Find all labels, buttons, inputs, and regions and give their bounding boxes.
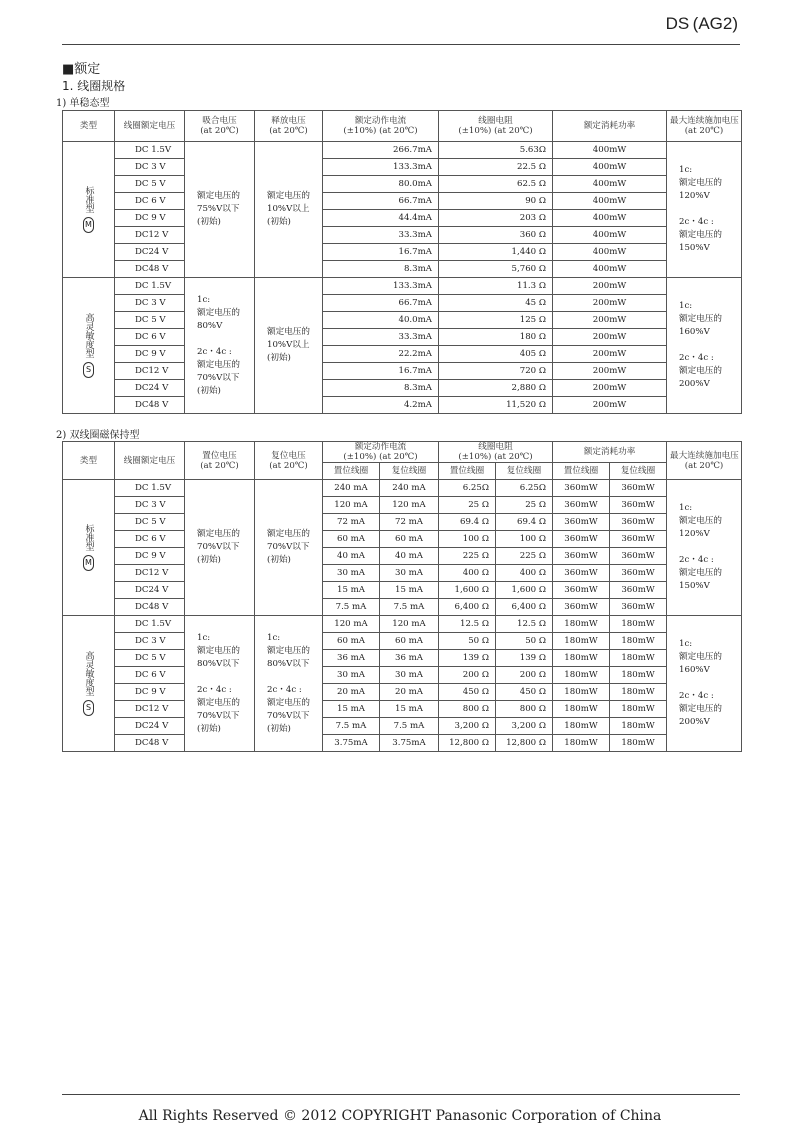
pickup-voltage-note: 额定电压的 75%V以下 (初始) bbox=[185, 142, 255, 278]
reset-power-cell: 180mW bbox=[610, 667, 667, 684]
header-dropout: 释放电压 (at 20℃) bbox=[255, 111, 323, 142]
max-voltage-note: 1c: 额定电压的 120%V 2c・4c : 额定电压的 150%V bbox=[667, 480, 742, 616]
coil-resistance-cell: 62.5 Ω bbox=[439, 176, 553, 193]
reset-power-cell: 360mW bbox=[610, 548, 667, 565]
rated-power-cell: 400mW bbox=[553, 142, 667, 159]
rated-current-cell: 33.3mA bbox=[323, 329, 439, 346]
set-resistance-cell: 12,800 Ω bbox=[439, 735, 496, 752]
pickup-voltage-note: 1c: 额定电压的 80%V 2c・4c : 额定电压的 70%V以下 (初始) bbox=[185, 278, 255, 414]
reset-resistance-cell: 6,400 Ω bbox=[496, 599, 553, 616]
coil-resistance-cell: 11,520 Ω bbox=[439, 397, 553, 414]
set-power-cell: 180mW bbox=[553, 684, 610, 701]
set-resistance-cell: 225 Ω bbox=[439, 548, 496, 565]
table-row bbox=[63, 295, 742, 312]
rated-current-cell: 4.2mA bbox=[323, 397, 439, 414]
set-power-cell: 360mW bbox=[553, 531, 610, 548]
set-resistance-cell: 800 Ω bbox=[439, 701, 496, 718]
header-coil-voltage: 线圈额定电压 bbox=[115, 442, 185, 480]
set-power-cell: 180mW bbox=[553, 718, 610, 735]
header-reset-coil: 复位线圈 bbox=[496, 463, 553, 480]
coil-voltage-cell: DC 3 V bbox=[115, 159, 185, 176]
coil-voltage-cell: DC 1.5V bbox=[115, 142, 185, 159]
reset-current-cell: 30 mA bbox=[380, 565, 439, 582]
rated-power-cell: 400mW bbox=[553, 244, 667, 261]
coil-voltage-cell: DC24 V bbox=[115, 244, 185, 261]
table-row bbox=[63, 261, 742, 278]
set-resistance-cell: 3,200 Ω bbox=[439, 718, 496, 735]
table-row bbox=[63, 565, 742, 582]
header-resistance: 线圈电阻 (±10%) (at 20℃) bbox=[439, 111, 553, 142]
set-current-cell: 60 mA bbox=[323, 633, 380, 650]
reset-power-cell: 180mW bbox=[610, 701, 667, 718]
coil-resistance-cell: 22.5 Ω bbox=[439, 159, 553, 176]
rated-power-cell: 400mW bbox=[553, 261, 667, 278]
set-power-cell: 180mW bbox=[553, 667, 610, 684]
header-current: 额定动作电流 (±10%) (at 20℃) bbox=[323, 442, 439, 463]
reset-resistance-cell: 800 Ω bbox=[496, 701, 553, 718]
reset-resistance-cell: 25 Ω bbox=[496, 497, 553, 514]
set-current-cell: 30 mA bbox=[323, 667, 380, 684]
reset-resistance-cell: 400 Ω bbox=[496, 565, 553, 582]
reset-current-cell: 7.5 mA bbox=[380, 718, 439, 735]
table-row bbox=[63, 329, 742, 346]
type-cell bbox=[63, 142, 115, 278]
header-set-voltage: 置位电压 (at 20℃) bbox=[185, 442, 255, 480]
coil-voltage-cell: DC 9 V bbox=[115, 210, 185, 227]
table-row bbox=[63, 599, 742, 616]
footer-divider bbox=[62, 1094, 740, 1095]
reset-current-cell: 15 mA bbox=[380, 582, 439, 599]
coil-voltage-cell: DC 9 V bbox=[115, 684, 185, 701]
set-power-cell: 360mW bbox=[553, 582, 610, 599]
set-power-cell: 180mW bbox=[553, 701, 610, 718]
reset-power-cell: 360mW bbox=[610, 565, 667, 582]
coil-voltage-cell: DC 1.5V bbox=[115, 278, 185, 295]
set-current-cell: 120 mA bbox=[323, 616, 380, 633]
set-current-cell: 20 mA bbox=[323, 684, 380, 701]
dropout-voltage-note: 额定电压的 10%V以上 (初始) bbox=[255, 142, 323, 278]
reset-resistance-cell: 3,200 Ω bbox=[496, 718, 553, 735]
reset-current-cell: 60 mA bbox=[380, 633, 439, 650]
rated-current-cell: 16.7mA bbox=[323, 244, 439, 261]
header-type: 类型 bbox=[63, 111, 115, 142]
set-current-cell: 120 mA bbox=[323, 497, 380, 514]
table-row bbox=[63, 684, 742, 701]
coil-voltage-cell: DC12 V bbox=[115, 363, 185, 380]
type-badge: S bbox=[83, 700, 94, 716]
reset-current-cell: 15 mA bbox=[380, 701, 439, 718]
rated-power-cell: 200mW bbox=[553, 312, 667, 329]
set-resistance-cell: 6,400 Ω bbox=[439, 599, 496, 616]
table-row bbox=[63, 346, 742, 363]
header-power: 额定消耗功率 bbox=[553, 442, 667, 463]
reset-power-cell: 180mW bbox=[610, 718, 667, 735]
set-current-cell: 7.5 mA bbox=[323, 599, 380, 616]
type-label: 高灵敏度型 bbox=[83, 313, 94, 358]
rated-current-cell: 133.3mA bbox=[323, 278, 439, 295]
table-row bbox=[63, 616, 742, 633]
header-coil-voltage: 线圈额定电压 bbox=[115, 111, 185, 142]
type-badge: S bbox=[83, 362, 94, 378]
rated-current-cell: 16.7mA bbox=[323, 363, 439, 380]
header-divider bbox=[62, 44, 740, 45]
set-power-cell: 360mW bbox=[553, 480, 610, 497]
reset-resistance-cell: 6.25Ω bbox=[496, 480, 553, 497]
table-row bbox=[63, 480, 742, 497]
set-power-cell: 360mW bbox=[553, 548, 610, 565]
rated-power-cell: 200mW bbox=[553, 278, 667, 295]
reset-current-cell: 240 mA bbox=[380, 480, 439, 497]
reset-resistance-cell: 1,600 Ω bbox=[496, 582, 553, 599]
coil-voltage-cell: DC 1.5V bbox=[115, 480, 185, 497]
set-resistance-cell: 50 Ω bbox=[439, 633, 496, 650]
rated-power-cell: 400mW bbox=[553, 193, 667, 210]
monostable-coil-table bbox=[62, 110, 742, 414]
table-row bbox=[63, 210, 742, 227]
coil-resistance-cell: 2,880 Ω bbox=[439, 380, 553, 397]
set-current-cell: 30 mA bbox=[323, 565, 380, 582]
header-reset-voltage: 复位电压 (at 20℃) bbox=[255, 442, 323, 480]
reset-power-cell: 180mW bbox=[610, 650, 667, 667]
reset-current-cell: 7.5 mA bbox=[380, 599, 439, 616]
coil-voltage-cell: DC 3 V bbox=[115, 497, 185, 514]
coil-voltage-cell: DC48 V bbox=[115, 261, 185, 278]
reset-resistance-cell: 200 Ω bbox=[496, 667, 553, 684]
table-row bbox=[63, 193, 742, 210]
set-current-cell: 3.75mA bbox=[323, 735, 380, 752]
set-resistance-cell: 6.25Ω bbox=[439, 480, 496, 497]
set-current-cell: 60 mA bbox=[323, 531, 380, 548]
table-row bbox=[63, 244, 742, 261]
reset-current-cell: 20 mA bbox=[380, 684, 439, 701]
reset-resistance-cell: 225 Ω bbox=[496, 548, 553, 565]
header-type: 类型 bbox=[63, 442, 115, 480]
type-badge: M bbox=[83, 555, 94, 571]
header-power: 额定消耗功率 bbox=[553, 111, 667, 142]
table-row bbox=[63, 548, 742, 565]
table-row bbox=[63, 718, 742, 735]
table-row bbox=[63, 667, 742, 684]
rated-power-cell: 400mW bbox=[553, 176, 667, 193]
rated-power-cell: 200mW bbox=[553, 363, 667, 380]
set-resistance-cell: 25 Ω bbox=[439, 497, 496, 514]
table-row bbox=[63, 227, 742, 244]
reset-power-cell: 360mW bbox=[610, 514, 667, 531]
coil-voltage-cell: DC 5 V bbox=[115, 650, 185, 667]
section-title: ■额定 bbox=[62, 62, 101, 77]
set-power-cell: 180mW bbox=[553, 735, 610, 752]
reset-voltage-note: 1c: 额定电压的 80%V以下 2c・4c : 额定电压的 70%V以下 (初始) bbox=[255, 616, 323, 752]
table-row bbox=[63, 701, 742, 718]
rated-current-cell: 80.0mA bbox=[323, 176, 439, 193]
rated-current-cell: 66.7mA bbox=[323, 193, 439, 210]
rated-current-cell: 133.3mA bbox=[323, 159, 439, 176]
reset-current-cell: 60 mA bbox=[380, 531, 439, 548]
set-power-cell: 360mW bbox=[553, 565, 610, 582]
table-row bbox=[63, 633, 742, 650]
rated-power-cell: 200mW bbox=[553, 380, 667, 397]
coil-voltage-cell: DC12 V bbox=[115, 565, 185, 582]
reset-power-cell: 180mW bbox=[610, 616, 667, 633]
coil-resistance-cell: 125 Ω bbox=[439, 312, 553, 329]
table1-caption: 1) 单稳态型 bbox=[56, 98, 110, 109]
coil-resistance-cell: 5,760 Ω bbox=[439, 261, 553, 278]
reset-power-cell: 360mW bbox=[610, 531, 667, 548]
coil-voltage-cell: DC12 V bbox=[115, 227, 185, 244]
reset-power-cell: 180mW bbox=[610, 633, 667, 650]
coil-voltage-cell: DC24 V bbox=[115, 380, 185, 397]
set-power-cell: 180mW bbox=[553, 616, 610, 633]
set-power-cell: 360mW bbox=[553, 514, 610, 531]
set-power-cell: 180mW bbox=[553, 650, 610, 667]
coil-voltage-cell: DC 6 V bbox=[115, 193, 185, 210]
table-row bbox=[63, 363, 742, 380]
coil-resistance-cell: 45 Ω bbox=[439, 295, 553, 312]
coil-voltage-cell: DC 9 V bbox=[115, 346, 185, 363]
reset-power-cell: 360mW bbox=[610, 582, 667, 599]
type-label: 标准型 bbox=[83, 186, 94, 213]
table-row bbox=[63, 650, 742, 667]
reset-power-cell: 360mW bbox=[610, 480, 667, 497]
header-current: 额定动作电流 (±10%) (at 20℃) bbox=[323, 111, 439, 142]
reset-power-cell: 180mW bbox=[610, 735, 667, 752]
set-resistance-cell: 139 Ω bbox=[439, 650, 496, 667]
type-cell bbox=[63, 480, 115, 616]
reset-resistance-cell: 69.4 Ω bbox=[496, 514, 553, 531]
type-label: 标准型 bbox=[83, 524, 94, 551]
type-badge: M bbox=[83, 217, 94, 233]
rated-power-cell: 200mW bbox=[553, 295, 667, 312]
set-resistance-cell: 200 Ω bbox=[439, 667, 496, 684]
reset-current-cell: 120 mA bbox=[380, 497, 439, 514]
type-cell bbox=[63, 616, 115, 752]
copyright-footer: All Rights Reserved © 2012 COPYRIGHT Panasonic Corporation of China bbox=[138, 1108, 662, 1124]
rated-current-cell: 44.4mA bbox=[323, 210, 439, 227]
reset-voltage-note: 额定电压的 70%V以下 (初始) bbox=[255, 480, 323, 616]
set-current-cell: 240 mA bbox=[323, 480, 380, 497]
reset-resistance-cell: 139 Ω bbox=[496, 650, 553, 667]
rated-current-cell: 8.3mA bbox=[323, 261, 439, 278]
reset-current-cell: 40 mA bbox=[380, 548, 439, 565]
coil-resistance-cell: 90 Ω bbox=[439, 193, 553, 210]
coil-voltage-cell: DC 3 V bbox=[115, 295, 185, 312]
rated-power-cell: 200mW bbox=[553, 346, 667, 363]
table-row bbox=[63, 142, 742, 159]
set-current-cell: 15 mA bbox=[323, 701, 380, 718]
table-row bbox=[63, 582, 742, 599]
set-current-cell: 7.5 mA bbox=[323, 718, 380, 735]
rated-current-cell: 8.3mA bbox=[323, 380, 439, 397]
set-resistance-cell: 1,600 Ω bbox=[439, 582, 496, 599]
table-row bbox=[63, 380, 742, 397]
dropout-voltage-note: 额定电压的 10%V以上 (初始) bbox=[255, 278, 323, 414]
latching-coil-table bbox=[62, 441, 742, 752]
coil-voltage-cell: DC48 V bbox=[115, 735, 185, 752]
set-resistance-cell: 450 Ω bbox=[439, 684, 496, 701]
max-voltage-note: 1c: 额定电压的 160%V 2c・4c : 额定电压的 200%V bbox=[667, 616, 742, 752]
reset-resistance-cell: 50 Ω bbox=[496, 633, 553, 650]
coil-voltage-cell: DC48 V bbox=[115, 397, 185, 414]
coil-voltage-cell: DC48 V bbox=[115, 599, 185, 616]
coil-voltage-cell: DC 6 V bbox=[115, 531, 185, 548]
coil-resistance-cell: 405 Ω bbox=[439, 346, 553, 363]
reset-power-cell: 360mW bbox=[610, 599, 667, 616]
rated-power-cell: 400mW bbox=[553, 227, 667, 244]
rated-power-cell: 400mW bbox=[553, 210, 667, 227]
coil-voltage-cell: DC 5 V bbox=[115, 312, 185, 329]
coil-voltage-cell: DC24 V bbox=[115, 582, 185, 599]
header-reset-coil: 复位线圈 bbox=[610, 463, 667, 480]
rated-current-cell: 22.2mA bbox=[323, 346, 439, 363]
rated-current-cell: 33.3mA bbox=[323, 227, 439, 244]
coil-voltage-cell: DC 5 V bbox=[115, 514, 185, 531]
rated-power-cell: 200mW bbox=[553, 397, 667, 414]
reset-resistance-cell: 100 Ω bbox=[496, 531, 553, 548]
header-max-voltage: 最大连续施加电压 (at 20℃) bbox=[667, 111, 742, 142]
coil-voltage-cell: DC 1.5V bbox=[115, 616, 185, 633]
rated-current-cell: 266.7mA bbox=[323, 142, 439, 159]
header-max-voltage: 最大连续施加电压 (at 20℃) bbox=[667, 442, 742, 480]
set-current-cell: 40 mA bbox=[323, 548, 380, 565]
set-voltage-note: 额定电压的 70%V以下 (初始) bbox=[185, 480, 255, 616]
reset-current-cell: 3.75mA bbox=[380, 735, 439, 752]
set-resistance-cell: 12.5 Ω bbox=[439, 616, 496, 633]
header-reset-coil: 复位线圈 bbox=[380, 463, 439, 480]
set-power-cell: 360mW bbox=[553, 497, 610, 514]
set-power-cell: 360mW bbox=[553, 599, 610, 616]
coil-voltage-cell: DC12 V bbox=[115, 701, 185, 718]
coil-voltage-cell: DC 6 V bbox=[115, 329, 185, 346]
type-label: 高灵敏度型 bbox=[83, 651, 94, 696]
reset-current-cell: 120 mA bbox=[380, 616, 439, 633]
table-row bbox=[63, 159, 742, 176]
reset-current-cell: 30 mA bbox=[380, 667, 439, 684]
set-resistance-cell: 69.4 Ω bbox=[439, 514, 496, 531]
rated-power-cell: 200mW bbox=[553, 329, 667, 346]
page-header-title: DS (AG2) bbox=[665, 14, 738, 33]
coil-voltage-cell: DC 3 V bbox=[115, 633, 185, 650]
coil-voltage-cell: DC 5 V bbox=[115, 176, 185, 193]
reset-power-cell: 360mW bbox=[610, 497, 667, 514]
coil-resistance-cell: 180 Ω bbox=[439, 329, 553, 346]
coil-voltage-cell: DC24 V bbox=[115, 718, 185, 735]
set-resistance-cell: 400 Ω bbox=[439, 565, 496, 582]
table-row bbox=[63, 735, 742, 752]
reset-current-cell: 72 mA bbox=[380, 514, 439, 531]
set-current-cell: 15 mA bbox=[323, 582, 380, 599]
set-current-cell: 72 mA bbox=[323, 514, 380, 531]
coil-resistance-cell: 11.3 Ω bbox=[439, 278, 553, 295]
header-pickup: 吸合电压 (at 20℃) bbox=[185, 111, 255, 142]
coil-voltage-cell: DC 9 V bbox=[115, 548, 185, 565]
table2-caption: 2) 双线圈磁保持型 bbox=[56, 430, 140, 441]
coil-resistance-cell: 1,440 Ω bbox=[439, 244, 553, 261]
table-row bbox=[63, 278, 742, 295]
table-row bbox=[63, 514, 742, 531]
header-resistance: 线圈电阻 (±10%) (at 20℃) bbox=[439, 442, 553, 463]
table-row bbox=[63, 497, 742, 514]
header-set-coil: 置位线圈 bbox=[439, 463, 496, 480]
reset-resistance-cell: 450 Ω bbox=[496, 684, 553, 701]
reset-current-cell: 36 mA bbox=[380, 650, 439, 667]
coil-resistance-cell: 720 Ω bbox=[439, 363, 553, 380]
rated-power-cell: 400mW bbox=[553, 159, 667, 176]
set-voltage-note: 1c: 额定电压的 80%V以下 2c・4c : 额定电压的 70%V以下 (初始) bbox=[185, 616, 255, 752]
reset-power-cell: 180mW bbox=[610, 684, 667, 701]
coil-resistance-cell: 360 Ω bbox=[439, 227, 553, 244]
rated-current-cell: 66.7mA bbox=[323, 295, 439, 312]
table-row bbox=[63, 531, 742, 548]
set-resistance-cell: 100 Ω bbox=[439, 531, 496, 548]
set-power-cell: 180mW bbox=[553, 633, 610, 650]
reset-resistance-cell: 12.5 Ω bbox=[496, 616, 553, 633]
coil-resistance-cell: 203 Ω bbox=[439, 210, 553, 227]
set-current-cell: 36 mA bbox=[323, 650, 380, 667]
table-row bbox=[63, 176, 742, 193]
max-voltage-note: 1c: 额定电压的 120%V 2c・4c : 额定电压的 150%V bbox=[667, 142, 742, 278]
reset-resistance-cell: 12,800 Ω bbox=[496, 735, 553, 752]
header-set-coil: 置位线圈 bbox=[553, 463, 610, 480]
header-set-coil: 置位线圈 bbox=[323, 463, 380, 480]
rated-current-cell: 40.0mA bbox=[323, 312, 439, 329]
type-cell bbox=[63, 278, 115, 414]
section-subtitle: 1. 线圈规格 bbox=[62, 79, 126, 93]
coil-resistance-cell: 5.63Ω bbox=[439, 142, 553, 159]
max-voltage-note: 1c: 额定电压的 160%V 2c・4c : 额定电压的 200%V bbox=[667, 278, 742, 414]
table-row bbox=[63, 397, 742, 414]
table-row bbox=[63, 312, 742, 329]
coil-voltage-cell: DC 6 V bbox=[115, 667, 185, 684]
